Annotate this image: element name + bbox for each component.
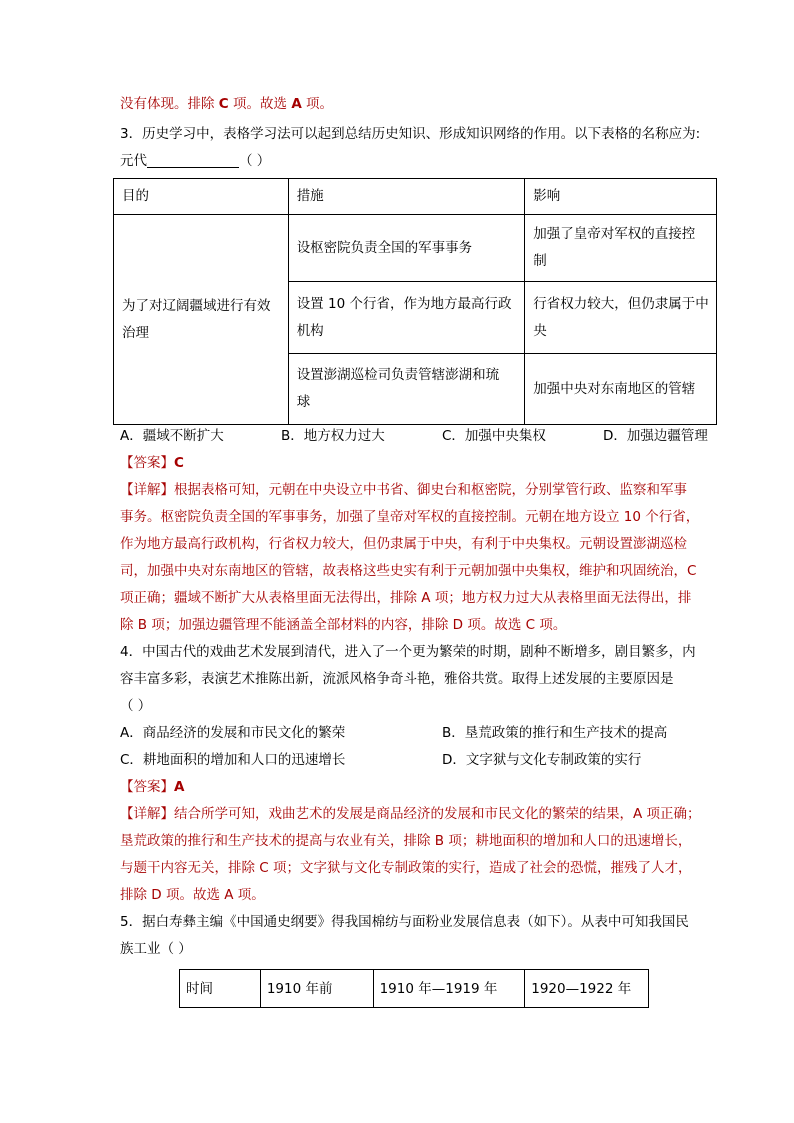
q3-option-d: D．加强边疆管理: [603, 428, 708, 444]
q5-table: [179, 969, 649, 1008]
q4-detail-line: 与题干内容无关，排除 C 项；文字狱与文化专制政策的实行，造成了社会的恐慌，摧残了人才，: [120, 860, 692, 876]
q3-cell-effect: 加强了皇帝对军权的直接控 制: [525, 215, 717, 282]
q5-header-1920-1922: 1920—1922 年: [525, 970, 649, 1008]
q3-cell-measure: 设枢密院负责全国的军事事务: [288, 215, 525, 282]
q3-table: [113, 178, 717, 425]
q4-detail-line: 【详解】结合所学可知，戏曲艺术的发展是商品经济的发展和市民文化的繁荣的结果，A 项正确；: [120, 806, 701, 822]
q3-stem-line1: 3．历史学习中，表格学习法可以起到总结历史知识、形成知识网络的作用。以下表格的名称应为:: [120, 126, 701, 142]
q4-detail-line: 排除 D 项。故选 A 项。: [120, 887, 265, 903]
q5-stem-line1: 5．据白寿彝主编《中国通史纲要》得我国棉纺与面粉业发展信息表（如下）。从表中可知我国民: [120, 914, 689, 930]
previous-answer-continuation: 没有体现。排除 C 项。故选 A 项。: [120, 96, 334, 112]
q4-answer: 【答案】A: [120, 779, 185, 795]
q4-detail-line: 垦荒政策的推行和生产技术的提高与农业有关，排除 B 项；耕地面积的增加和人口的迅速增长，: [120, 833, 692, 849]
q3-detail-line: 除 B 项；加强边疆管理不能涵盖全部材料的内容，排除 D 项。故选 C 项。: [120, 617, 567, 633]
q3-cell-effect: 行省权力较大，但仍隶属于中 央: [525, 282, 717, 354]
q3-blank: [147, 152, 239, 168]
q3-cell-measure: 设置澎湖巡检司负责管辖澎湖和琉 球: [288, 354, 525, 425]
q3-detail-line: 项正确；疆域不断扩大从表格里面无法得出，排除 A 项；地方权力过大从表格里面无法得出，排: [120, 590, 692, 606]
q4-option-c: C．耕地面积的增加和人口的迅速增长: [120, 752, 346, 768]
q4-option-a: A．商品经济的发展和市民文化的繁荣: [120, 725, 346, 741]
q3-detail-line: 【详解】根据表格可知，元朝在中央设立中书省、御史台和枢密院，分别掌管行政、监察和军事: [120, 482, 687, 498]
q3-detail-line: 司，加强中央对东南地区的管辖，故表格这些史实有利于元朝加强中央集权，维护和巩固统治，C: [120, 563, 697, 579]
q3-cell-effect: 加强中央对东南地区的管辖: [525, 354, 717, 425]
q5-table-header-row: [180, 970, 649, 1008]
q3-cell-measure: 设置 10 个行省，作为地方最高行政 机构: [288, 282, 525, 354]
q3-detail-line: 作为地方最高行政机构，行省权力较大，但仍隶属于中央，有利于中央集权。元朝设置澎湖巡检: [120, 536, 687, 552]
q3-header-measure: 措施: [288, 179, 525, 215]
q3-option-b: B．地方权力过大: [281, 428, 385, 444]
q3-detail-line: 事务。枢密院负责全国的军事事务，加强了皇帝对军权的直接控制。元朝在地方设立 10 个行省，: [120, 509, 700, 525]
q3-stem-line2: 元代 （ ）: [120, 153, 271, 169]
q5-header-1910-1919: 1910 年—1919 年: [373, 970, 525, 1008]
q3-header-effect: 影响: [525, 179, 717, 215]
q4-stem-line2: 容丰富多彩，表演艺术推陈出新，流派风格争奇斗艳，雅俗共赏。取得上述发展的主要原因是: [120, 671, 674, 687]
q4-stem-line3: （ ）: [120, 698, 152, 714]
q3-table-header-row: [114, 179, 717, 215]
q3-option-a: A．疆域不断扩大: [120, 428, 224, 444]
q4-option-d: D．文字狱与文化专制政策的实行: [442, 752, 642, 768]
q5-header-before-1910: 1910 年前: [260, 970, 373, 1008]
q3-cell-purpose: 为了对辽阔疆域进行有效 治理: [114, 215, 289, 425]
q3-option-c: C．加强中央集权: [442, 428, 546, 444]
q4-stem-line1: 4．中国古代的戏曲艺术发展到清代，进入了一个更为繁荣的时期，剧种不断增多，剧目繁多，内: [120, 644, 696, 660]
q3-table-row: [114, 215, 717, 282]
q5-header-time: 时间: [180, 970, 261, 1008]
q3-answer: 【答案】C: [120, 455, 184, 471]
q4-option-b: B．垦荒政策的推行和生产技术的提高: [442, 725, 668, 741]
q5-stem-line2: 族工业（ ）: [120, 941, 192, 957]
q3-header-purpose: 目的: [114, 179, 289, 215]
